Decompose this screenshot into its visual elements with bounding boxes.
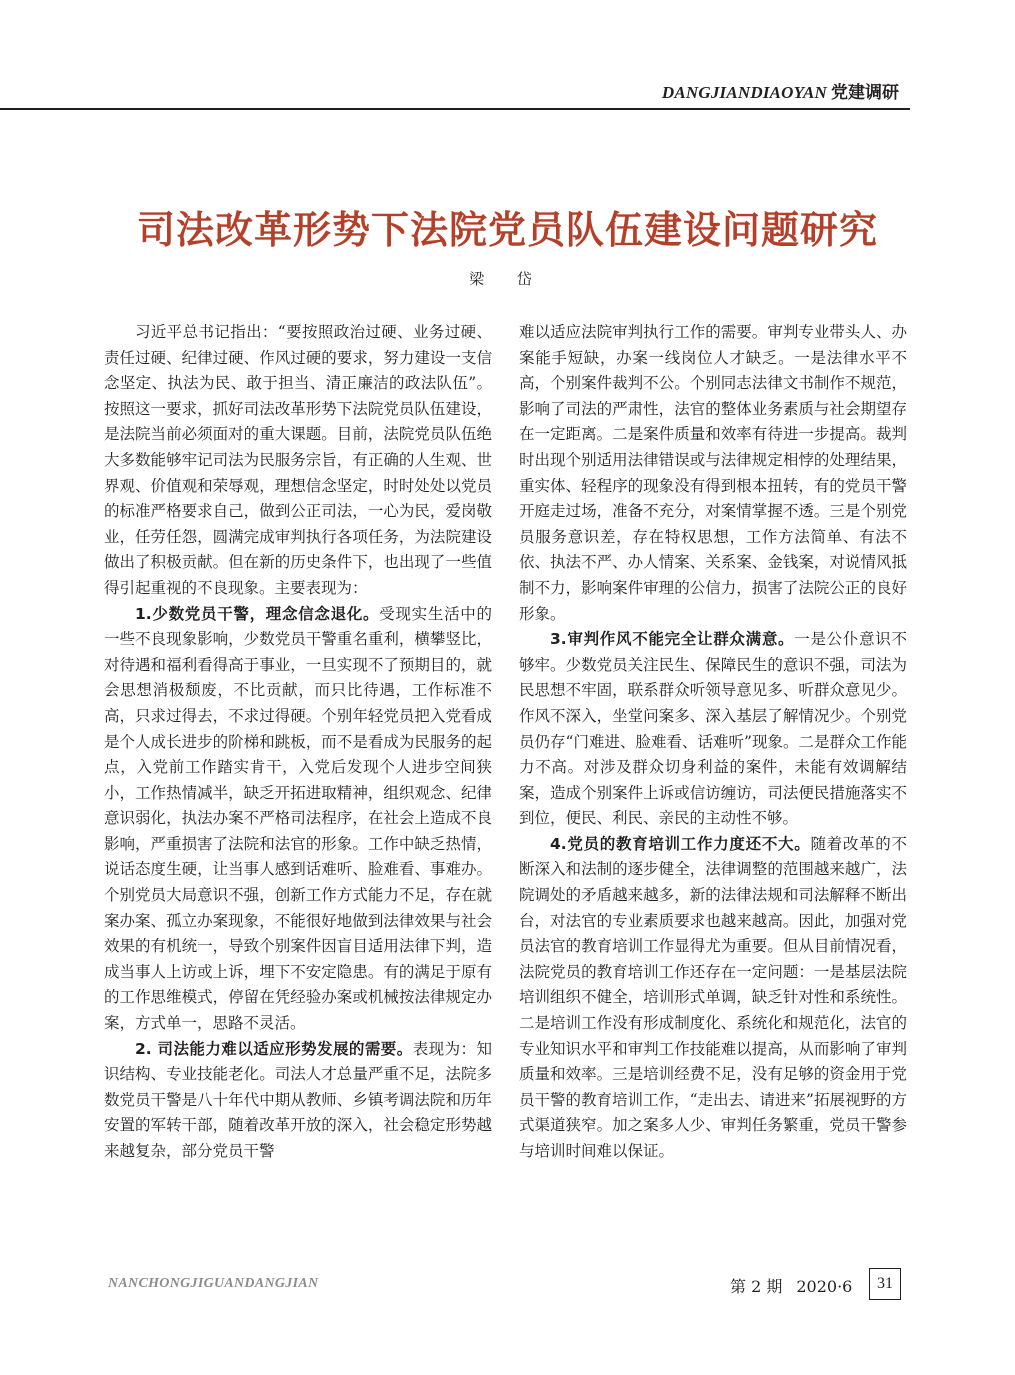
- section-heading: 4.党员的教育培训工作力度还不大。: [550, 834, 811, 853]
- section-heading: 1.少数党员干警，理念信念退化。: [135, 604, 380, 623]
- header-rule: [0, 108, 910, 110]
- article-title: 司法改革形势下法院党员队伍建设问题研究: [136, 207, 878, 252]
- paragraph-text: 受现实生活中的一些不良现象影响，少数党员干警重名重利，横攀竖比，对待遇和福利看得高于事业，一旦实现不了预期目的，就会思想消极颓废，不比贡献，而只比待遇，工作标准不高，只求过得去，不求过得硬。个别年轻党员把入党看成是个人成长进步的阶梯和跳板，而不是看成为民服务的起点，入党前工作踏实肯干，入党后发现个人进步空间狭小，工作热情减半，缺乏开拓进取精神，组织观念、纪律意识弱化，执法办案不严格司法程序，在社会上造成不良影响，严重损害了法院和法官的形象。工作中缺乏热情，说话态度生硬，让当事人感到话难听、脸难看、事难办。个别党员大局意识不强，创新工作方式能力不足，存在就案办案、孤立办案现象，不能很好地做到法律效果与社会效果的有机统一，导致个别案件因盲目适用法律下判，造成当事人上访或上诉，埋下不安定隐患。有的满足于原有的工作思维模式，停留在凭经验办案或机械按法律规定办案，方式单一，思路不灵活。: [104, 604, 492, 1033]
- section-heading: 3.审判作风不能完全让群众满意。: [550, 630, 795, 649]
- article-author: 梁 岱: [469, 270, 546, 288]
- header-latin: DANGJIANDIAOYAN: [661, 83, 827, 102]
- right-column: [519, 320, 907, 1165]
- header-column-name: 党建调研: [831, 83, 899, 103]
- left-column: [104, 320, 492, 1165]
- footer-issue-info: [730, 1274, 852, 1297]
- running-header: [662, 78, 899, 103]
- paragraph: [104, 602, 492, 1037]
- paragraph-text: 随着改革的不断深入和法制的逐步健全，法律调整的范围越来越广，法院调处的矛盾越来越多，新的法律法规和司法解释不断出台，对法官的专业素质要求也越来越高。因此，加强对党员法官的教育培训工作显得尤为重要。但从目前情况看，法院党员的教育培训工作还存在一定问题：一是基层法院培训组织不健全，培训形式单调，缺乏针对性和系统性。二是培训工作没有形成制度化、系统化和规范化，法官的专业知识水平和审判工作技能难以提高，从而影响了审判质量和效率。三是培训经费不足，没有足够的资金用于党员干警的教育培训工作，“走出去、请进来”拓展视野的方式渠道狭窄。加之案多人少、审判任务繁重，党员干警参与培训时间难以保证。: [519, 834, 907, 1160]
- paragraph: 难以适应法院审判执行工作的需要。审判专业带头人、办案能手短缺，办案一线岗位人才缺乏。一是法律水平不高，个别案件裁判不公。个别同志法律文书制作不规范，影响了司法的严肃性，法官的整体业务素质与社会期望存在一定距离。二是案件质量和效率有待进一步提高。裁判时出现个别适用法律错误或与法律规定相悖的处理结果，重实体、轻程序的现象没有得到根本扭转，有的党员干警开庭走过场，准备不充分，对案情掌握不透。三是个别党员服务意识差，存在特权思想，工作方法简单、有法不依、执法不严、办人情案、关系案、金钱案，对说情风抵制不力，影响案件审理的公信力，损害了法院公正的良好形象。: [519, 323, 907, 623]
- paragraph: 习近平总书记指出：“要按照政治过硬、业务过硬、责任过硬、纪律过硬、作风过硬的要求，努力建设一支信念坚定、执法为民、敢于担当、清正廉洁的政法队伍”。按照这一要求，抓好司法改革形势下法院党员队伍建设，是法院当前必须面对的重大课题。目前，法院党员队伍绝大多数能够牢记司法为民服务宗旨，有正确的人生观、世界观、价值观和荣辱观，理想信念坚定，时时处处以党员的标准严格要求自己，做到公正司法，一心为民，爱岗敬业，任劳任怨，圆满完成审判执行各项任务，为法院建设做出了积极贡献。但在新的历史条件下，也出现了一些值得引起重视的不良现象。主要表现为：: [104, 323, 492, 597]
- footer-date: 2020·6: [796, 1277, 853, 1296]
- paragraph: [519, 627, 907, 832]
- paragraph: [104, 1037, 492, 1165]
- paragraph-text: 表现为：知识结构、专业技能老化。司法人才总量严重不足，法院多数党员干警是八十年代中期从教师、乡镇考调法院和历年安置的军转干部，随着改革开放的深入，社会稳定形势越来越复杂，部分党员干警: [104, 1039, 492, 1160]
- paragraph-text: 一是公仆意识不够牢。少数党员关注民生、保障民生的意识不强，司法为民思想不牢固，联系群众听领导意见多、听群众意见少。作风不深入，坐堂问案多、深入基层了解情况少。个别党员仍存“门难进、脸难看、话难听”现象。二是群众工作能力不高。对涉及群众切身利益的案件，未能有效调解结案，造成个别案件上诉或信访缠访，司法便民措施落实不到位，便民、利民、亲民的主动性不够。: [519, 630, 907, 828]
- paragraph: [519, 832, 907, 1165]
- footer-issue: 第 2 期: [730, 1277, 783, 1296]
- section-heading: 2. 司法能力难以适应形势发展的需要。: [135, 1039, 413, 1058]
- footer-journal-name: NANCHONGJIGUANDANGJIAN: [108, 1276, 319, 1291]
- page-number: 31: [869, 1268, 901, 1300]
